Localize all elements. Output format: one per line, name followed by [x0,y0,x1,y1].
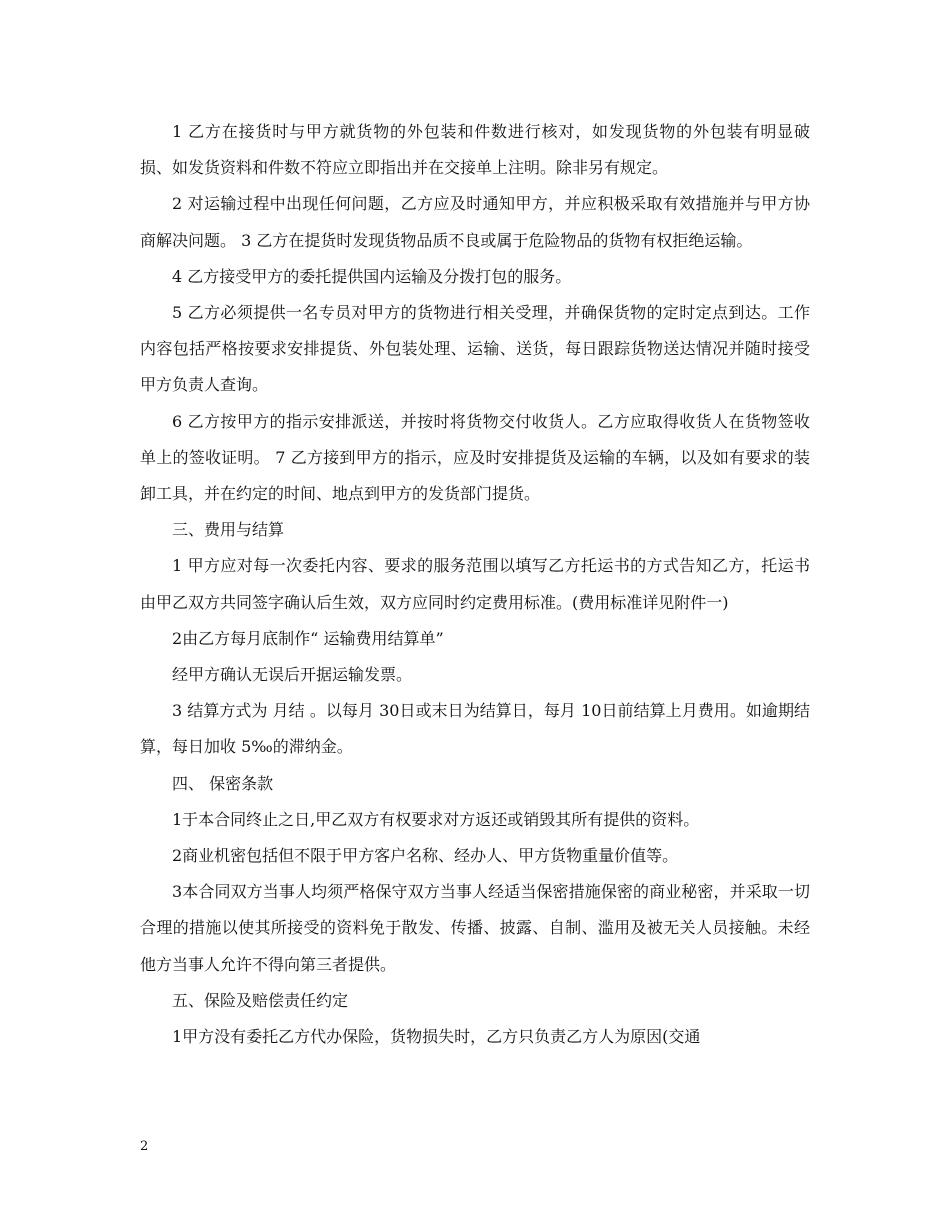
section-heading-confidentiality: 四、 保密条款 [172,773,274,793]
paragraph-1: 1 乙方在接货时与甲方就货物的外包装和件数进行核对，如发现货物的外包装有明显破损、如发货资料和件数不符应立即指出并在交接单上注明。除非另有规定。 [140,122,810,178]
page-number: 2 [140,1139,149,1154]
paragraph-13: 1甲方没有委托乙方代办保险，货物损失时，乙方只负责乙方人为原因(交通 [172,1027,701,1047]
paragraph-10: 1于本合同终止之日,甲乙双方有权要求对方返还或销毁其所有提供的资料。 [172,809,700,829]
paragraph-6: 1 甲方应对每一次委托内容、要求的服务范围以填写乙方托运书的方式告知乙方，托运书由甲乙双方共同签字确认后生效，双方应同时约定费用标准。(费用标准详见附件一) [140,556,810,612]
paragraph-9: 3 结算方式为 月结 。以每月 30日或末日为结算日，每月 10日前结算上月费用。如逾期结算，每日加收 5‰的滞纳金。 [140,701,810,757]
document-body [140,114,810,1055]
section-heading-insurance: 五、保险及赔偿责任约定 [172,990,349,1010]
paragraph-12: 3本合同双方当事人均须严格保守双方当事人经适当保密措施保密的商业秘密，并采取一切合理的措施以使其所接受的资料免于散发、传播、披露、自制、滥用及被无关人员接触。未经他方当事人允许不得向第三者提供。 [140,882,810,974]
paragraph-11: 2商业机密包括但不限于甲方客户名称、经办人、甲方货物重量价值等。 [172,846,679,866]
paragraph-5: 6 乙方按甲方的指示安排派送，并按时将货物交付收货人。乙方应取得收货人在货物签收单上的签收证明。 7 乙方接到甲方的指示，应及时安排提货及运输的车辆，以及如有要求的装卸工具，并在约定的时间、地点到甲方的发货部门提货。 [140,411,810,504]
paragraph-8: 经甲方确认无误后开据运输发票。 [172,665,413,685]
section-heading-fees: 三、费用与结算 [172,520,285,540]
paragraph-3: 4 乙方接受甲方的委托提供国内运输及分拨打包的服务。 [172,266,572,286]
paragraph-7: 2由乙方每月底制作“ 运输费用结算单” [172,628,444,648]
paragraph-2: 2 对运输过程中出现任何问题，乙方应及时通知甲方，并应积极采取有效措施并与甲方协商解决问题。 3 乙方在提货时发现货物品质不良或属于危险物品的货物有权拒绝运输。 [140,194,810,250]
paragraph-4: 5 乙方必须提供一名专员对甲方的货物进行相关受理，并确保货物的定时定点到达。工作内容包括严格按要求安排提货、外包装处理、运输、送货，每日跟踪货物送达情况并随时接受甲方负责人查询。 [140,303,810,395]
